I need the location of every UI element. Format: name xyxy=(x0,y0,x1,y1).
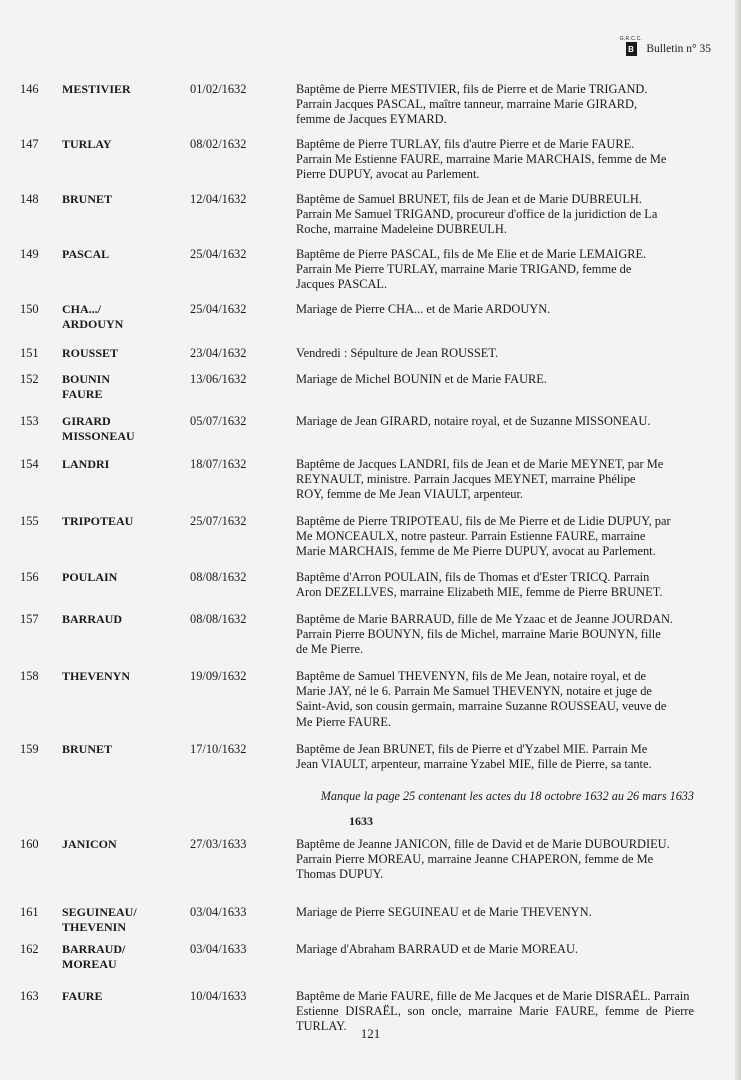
entry-description xyxy=(296,669,694,730)
entry-surname xyxy=(62,247,182,262)
surname-line: THEVENIN xyxy=(62,920,127,935)
surname-line: MESTIVIER xyxy=(62,82,131,96)
entry-date: 05/07/1632 xyxy=(190,414,247,428)
entry-number: 163 xyxy=(20,989,39,1003)
surname-line: TURLAY xyxy=(62,137,112,151)
surname-line: THEVENYN xyxy=(62,669,131,683)
description-line: Baptême de Pierre TRIPOTEAU, fils de Me Pierre et de Lidie DUPUY, par xyxy=(296,514,671,528)
surname-line: ROUSSET xyxy=(62,346,119,360)
entry-description xyxy=(296,942,694,957)
surname-line: BRUNET xyxy=(62,742,113,756)
description-line: Baptême de Jacques LANDRI, fils de Jean et de Marie MEYNET, par Me xyxy=(296,457,664,471)
description-line: Parrain Pierre MOREAU, marraine Jeanne CHAPERON, femme de Me xyxy=(296,852,654,867)
entry-surname xyxy=(62,742,182,757)
surname-line: BARRAUD/ xyxy=(62,942,126,956)
surname-line: GIRARD xyxy=(62,414,111,428)
description-line: Baptême de Marie BARRAUD, fille de Me Yzaac et de Jeanne JOURDAN. xyxy=(296,612,674,626)
surname-line: PASCAL xyxy=(62,247,110,261)
entry-description xyxy=(296,837,694,883)
entry-number: 161 xyxy=(20,905,39,919)
entry-date: 17/10/1632 xyxy=(190,742,247,756)
entry-number: 157 xyxy=(20,612,39,626)
entry-number: 162 xyxy=(20,942,39,956)
entry-date: 27/03/1633 xyxy=(190,837,247,851)
bulletin-logo xyxy=(620,36,643,56)
missing-page-note: Manque la page 25 contenant les actes du 18 octobre 1632 au 26 mars 1633 xyxy=(320,789,694,803)
entry-date: 23/04/1632 xyxy=(190,346,247,360)
description-line: Jean VIAULT, arpenteur, marraine Yzabel MIE, fille de Pierre, sa tante. xyxy=(296,757,652,772)
entry-date: 25/07/1632 xyxy=(190,514,247,528)
entry-description xyxy=(296,570,694,600)
description-line: Mariage de Pierre SEGUINEAU et de Marie THEVENYN. xyxy=(296,905,592,919)
entry-date: 08/02/1632 xyxy=(190,137,247,151)
entry-date: 01/02/1632 xyxy=(190,82,247,96)
surname-line: BRUNET xyxy=(62,192,113,206)
entry-description xyxy=(296,742,694,772)
description-line: Baptême de Marie FAURE, fille de Me Jacques et de Marie DISRAËL. Parrain xyxy=(296,989,690,1003)
description-line: Baptême de Samuel THEVENYN, fils de Me Jean, notaire royal, et de xyxy=(296,669,647,683)
surname-line: LANDRI xyxy=(62,457,110,471)
description-line: Vendredi : Sépulture de Jean ROUSSET. xyxy=(296,346,499,360)
description-line: Pierre DUPUY, avocat au Parlement. xyxy=(296,167,480,182)
description-line: Parrain Me Samuel TRIGAND, procureur d'office de la juridiction de La xyxy=(296,207,658,222)
description-line: Mariage de Michel BOUNIN et de Marie FAURE. xyxy=(296,372,547,386)
entry-surname xyxy=(62,82,182,97)
entry-description xyxy=(296,302,694,317)
description-line: Baptême de Pierre TURLAY, fils d'autre Pierre et de Marie FAURE. xyxy=(296,137,635,151)
entry-surname xyxy=(62,837,182,852)
entry-description xyxy=(296,192,694,238)
entry-number: 151 xyxy=(20,346,39,360)
description-line: Baptême de Pierre MESTIVIER, fils de Pierre et de Marie TRIGAND. xyxy=(296,82,648,96)
description-line: femme de Jacques EYMARD. xyxy=(296,112,447,127)
description-line: Me Pierre FAURE. xyxy=(296,714,392,729)
surname-line: FAURE xyxy=(62,989,103,1003)
description-line: Baptême d'Arron POULAIN, fils de Thomas et d'Ester TRICQ. Parrain xyxy=(296,570,650,584)
surname-line: BARRAUD xyxy=(62,612,122,626)
description-line: Baptême de Samuel BRUNET, fils de Jean et de Marie DUBREULH. xyxy=(296,192,642,206)
description-line: Baptême de Pierre PASCAL, fils de Me Elie et de Marie LEMAIGRE. xyxy=(296,247,647,261)
entry-surname xyxy=(62,192,182,207)
surname-line: BOUNIN xyxy=(62,372,111,386)
description-line: Roche, marraine Madeleine DUBREULH. xyxy=(296,222,507,237)
entry-surname xyxy=(62,302,182,332)
surname-line: ARDOUYN xyxy=(62,317,124,332)
description-line: Marie JAY, né le 6. Parrain Me Samuel THEVENYN, notaire et juge de xyxy=(296,684,652,699)
entry-date: 08/08/1632 xyxy=(190,570,247,584)
entry-number: 146 xyxy=(20,82,39,96)
entry-date: 08/08/1632 xyxy=(190,612,247,626)
surname-line: FAURE xyxy=(62,387,103,402)
description-line: Mariage de Jean GIRARD, notaire royal, et de Suzanne MISSONEAU. xyxy=(296,414,651,428)
entry-number: 154 xyxy=(20,457,39,471)
surname-line: TRIPOTEAU xyxy=(62,514,134,528)
surname-line: POULAIN xyxy=(62,570,118,584)
entry-surname xyxy=(62,457,182,472)
entry-surname xyxy=(62,942,182,972)
description-line: Aron DEZELLVES, marraine Elizabeth MIE, femme de Pierre BRUNET. xyxy=(296,585,663,600)
entry-description xyxy=(296,137,694,183)
description-line: REYNAULT, ministre. Parrain Jacques MEYNET, marraine Phélipe xyxy=(296,472,636,487)
entry-date: 03/04/1633 xyxy=(190,905,247,919)
description-line: Parrain Pierre BOUNYN, fils de Michel, marraine Marie BOUNYN, fille xyxy=(296,627,661,642)
entry-date: 19/09/1632 xyxy=(190,669,247,683)
entry-description xyxy=(296,247,694,293)
surname-line: MISSONEAU xyxy=(62,429,135,444)
description-line: Baptême de Jeanne JANICON, fille de David et de Marie DUBOURDIEU. xyxy=(296,837,670,851)
description-line: Estienne DISRAËL, son oncle, marraine Marie FAURE, femme de Pierre TURLAY. xyxy=(296,1004,694,1034)
entry-description xyxy=(296,414,694,429)
entry-number: 152 xyxy=(20,372,39,386)
description-line: Parrain Jacques PASCAL, maître tanneur, marraine Marie GIRARD, xyxy=(296,97,638,112)
entry-description xyxy=(296,346,694,361)
entry-number: 150 xyxy=(20,302,39,316)
entry-date: 12/04/1632 xyxy=(190,192,247,206)
description-line: Marie MARCHAIS, femme de Me Pierre DUPUY, avocat au Parlement. xyxy=(296,544,656,559)
logo-caption: G.R.C.C. xyxy=(619,36,643,42)
entry-number: 155 xyxy=(20,514,39,528)
entry-date: 10/04/1633 xyxy=(190,989,247,1003)
entry-date: 25/04/1632 xyxy=(190,247,247,261)
entry-surname xyxy=(62,414,182,444)
description-line: de Me Pierre. xyxy=(296,642,364,657)
description-line: Thomas DUPUY. xyxy=(296,867,384,882)
description-line: Saint-Avid, son cousin germain, marraine Suzanne ROUSSEAU, veuve de xyxy=(296,699,667,714)
entry-surname xyxy=(62,570,182,585)
bulletin-number: Bulletin n° 35 xyxy=(646,43,711,55)
entry-date: 13/06/1632 xyxy=(190,372,247,386)
page-header xyxy=(620,36,711,56)
entry-date: 03/04/1633 xyxy=(190,942,247,956)
entry-number: 147 xyxy=(20,137,39,151)
description-line: Mariage d'Abraham BARRAUD et de Marie MOREAU. xyxy=(296,942,578,956)
description-line: Mariage de Pierre CHA... et de Marie ARDOUYN. xyxy=(296,302,551,316)
entry-description xyxy=(296,82,694,128)
page-edge xyxy=(735,0,741,1080)
description-line: Me MONCEAULX, notre pasteur. Parrain Estienne FAURE, marraine xyxy=(296,529,646,544)
entry-number: 153 xyxy=(20,414,39,428)
description-line: ROY, femme de Me Jean VIAULT, arpenteur. xyxy=(296,487,523,502)
description-line: Parrain Me Estienne FAURE, marraine Marie MARCHAIS, femme de Me xyxy=(296,152,667,167)
entry-description xyxy=(296,612,694,658)
entry-number: 148 xyxy=(20,192,39,206)
entry-surname xyxy=(62,905,182,935)
year-heading: 1633 xyxy=(349,814,373,828)
entry-surname xyxy=(62,612,182,627)
entry-description xyxy=(296,514,694,560)
entry-surname xyxy=(62,989,182,1004)
entry-number: 160 xyxy=(20,837,39,851)
entry-description xyxy=(296,372,694,387)
entry-description xyxy=(296,905,694,920)
entry-surname xyxy=(62,669,182,684)
surname-line: JANICON xyxy=(62,837,117,851)
entry-surname xyxy=(62,514,182,529)
surname-line: CHA.../ xyxy=(62,302,101,316)
entry-date: 18/07/1632 xyxy=(190,457,247,471)
logo-mark: B xyxy=(626,42,637,56)
description-line: Baptême de Jean BRUNET, fils de Pierre et d'Yzabel MIE. Parrain Me xyxy=(296,742,648,756)
entry-date: 25/04/1632 xyxy=(190,302,247,316)
entry-number: 149 xyxy=(20,247,39,261)
entry-surname xyxy=(62,346,182,361)
page-number: 121 xyxy=(360,1026,381,1041)
entry-number: 158 xyxy=(20,669,39,683)
entry-number: 159 xyxy=(20,742,39,756)
description-line: Parrain Me Pierre TURLAY, marraine Marie TRIGAND, femme de xyxy=(296,262,632,277)
surname-line: MOREAU xyxy=(62,957,117,972)
entry-surname xyxy=(62,137,182,152)
description-line: Jacques PASCAL. xyxy=(296,277,388,292)
entry-surname xyxy=(62,372,182,402)
entry-description xyxy=(296,457,694,503)
surname-line: SEGUINEAU/ xyxy=(62,905,137,919)
entry-number: 156 xyxy=(20,570,39,584)
